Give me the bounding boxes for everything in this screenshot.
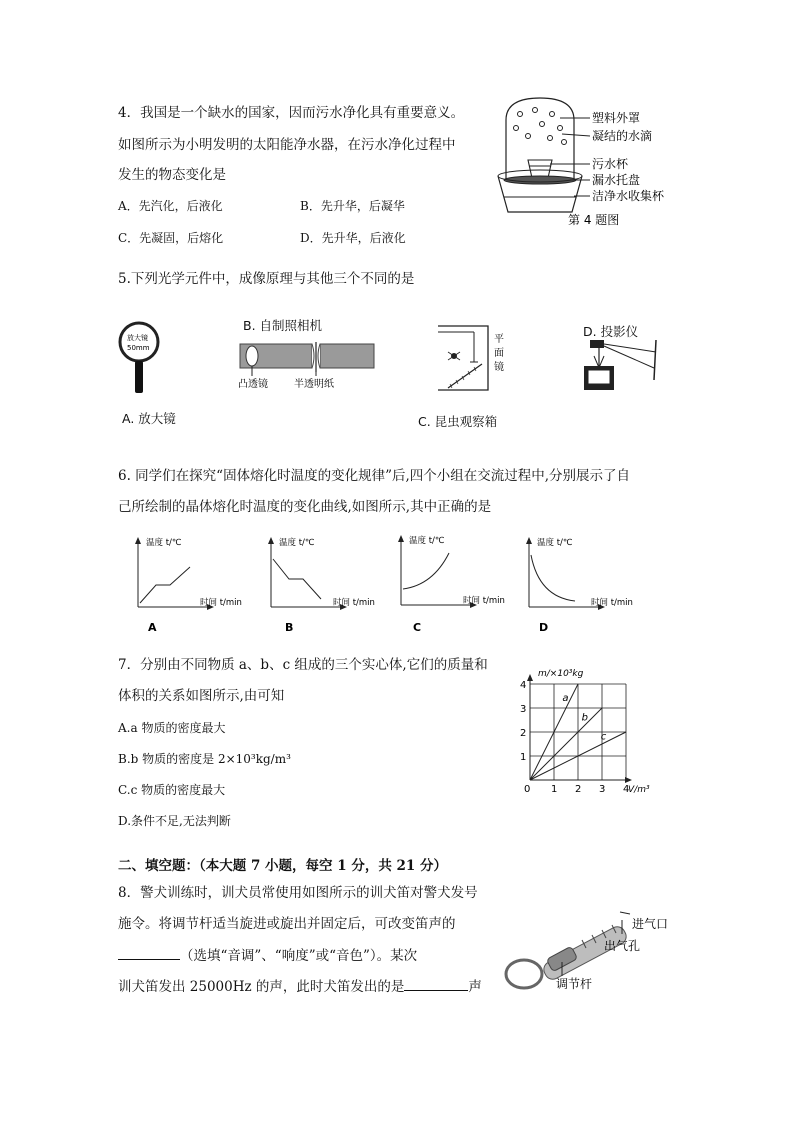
q4-label-tray: 漏水托盘 — [592, 173, 641, 187]
q6-graph-d-curve — [531, 555, 575, 601]
q6-graph-b-ylabel: 温度 t/℃ — [279, 538, 315, 548]
q5-caption-c: C. 昆虫观察箱 — [418, 414, 498, 429]
q6-graph-b-curve — [273, 559, 321, 599]
q4-figure-caption: 第 4 题图 — [568, 213, 620, 227]
q6-graph-c-curve — [403, 553, 449, 589]
q6-graph-a-ylabel: 温度 t/℃ — [146, 538, 182, 548]
q7-x-tick-label: 1 — [551, 784, 558, 795]
q6-graph-b-xlabel: 时间 t/min — [333, 598, 375, 608]
q6-graph-a — [130, 535, 255, 635]
q8-stem-line3 — [118, 947, 417, 964]
q6-graph-c-ylabel: 温度 t/℃ — [409, 536, 445, 546]
q4-option-b: B．先升华，后凝华 — [300, 199, 405, 213]
q7-y-tick-label: 4 — [520, 680, 527, 691]
q7-stem-line1: 7．分别由不同物质 a、b、c 组成的三个实心体,它们的质量和 — [118, 657, 488, 673]
q7-series-label-a: a — [562, 693, 569, 705]
q7-series-line-b — [530, 708, 602, 780]
q6-stem-line1: 6. 同学们在探究“固体熔化时温度的变化规律”后,四个小组在交流过程中,分别展示了自 — [118, 468, 631, 484]
q6-graph-d-label: D — [539, 621, 549, 634]
q5-magnifier-text: 放大镜 — [127, 334, 148, 342]
q4-figure-water-purifier — [490, 92, 670, 232]
q7-y-tick-label: 1 — [520, 752, 527, 763]
q7-x-tick-label: 2 — [575, 784, 582, 795]
q4-label-dome: 塑料外罩 — [592, 111, 641, 125]
q4-stem-line3: 发生的物态变化是 — [118, 167, 226, 183]
q6-graph-d — [521, 535, 646, 635]
q4-label-clean-cup: 洁净水收集杯 — [592, 189, 665, 203]
q6-graph-c — [393, 533, 518, 633]
q8-dog-whistle-figure — [500, 890, 680, 1010]
q7-x-tick-label: 0 — [524, 784, 531, 795]
q5-caption-a: A. 放大镜 — [122, 411, 176, 426]
q6-graph-d-ylabel: 温度 t/℃ — [537, 538, 573, 548]
q5-mirror-label-1: 平 — [494, 334, 504, 345]
q8-stem-line4 — [118, 978, 482, 995]
q5-camera-label-lens: 凸透镜 — [238, 379, 268, 390]
q4-option-c: C．先凝固，后熔化 — [118, 231, 224, 245]
q7-y-tick-label: 3 — [520, 704, 527, 715]
q7-x-tick-label: 4 — [623, 784, 630, 795]
q4-label-sewage-cup: 污水杯 — [592, 157, 629, 171]
q7-chart-xlabel: V/m³ — [628, 785, 650, 795]
q6-graph-b — [263, 535, 388, 635]
q6-graph-b-label: B — [285, 621, 294, 634]
q4-stem-line1: 4．我国是一个缺水的国家，因而污水净化具有重要意义。 — [118, 105, 465, 121]
section2-heading: 二、填空题：（本大题 7 小题，每空 1 分，共 21 分） — [118, 858, 448, 874]
q4-label-droplets: 凝结的水滴 — [592, 129, 653, 143]
q7-option-b: B.b 物质的密度是 2×10³kg/m³ — [118, 752, 291, 766]
q7-mass-volume-chart — [510, 660, 660, 800]
q7-option-d: D.条件不足,无法判断 — [118, 814, 231, 828]
q4-stem-line2: 如图所示为小明发明的太阳能净水器，在污水净化过程中 — [118, 137, 456, 153]
q8-stem-line1: 8．警犬训练时，训犬员常使用如图所示的训犬笛对警犬发号 — [118, 885, 478, 901]
q5-stem: 5.下列光学元件中，成像原理与其他三个不同的是 — [118, 271, 415, 287]
q4-option-d: D．先升华，后液化 — [300, 231, 406, 245]
q5-projector-figure — [578, 336, 668, 398]
q7-option-c: C.c 物质的密度最大 — [118, 783, 226, 797]
q7-x-tick-label: 3 — [599, 784, 606, 795]
q5-camera-figure — [238, 336, 378, 396]
q6-graph-a-label: A — [148, 621, 157, 634]
q7-y-tick-label: 2 — [520, 728, 527, 739]
q6-stem-line2: 己所绘制的晶体熔化时温度的变化曲线,如图所示,其中正确的是 — [118, 499, 492, 515]
q8-label-inlet: 进气口 — [632, 917, 669, 931]
q7-series-label-c: c — [600, 731, 607, 743]
q7-series-label-b: b — [581, 712, 588, 724]
q5-caption-d: D. 投影仪 — [583, 324, 639, 339]
q7-stem-line2: 体积的关系如图所示,由可知 — [118, 688, 285, 704]
q6-graph-a-xlabel: 时间 t/min — [200, 598, 242, 608]
q5-camera-label-paper: 半透明纸 — [294, 379, 334, 390]
q8-label-rod: 调节杆 — [556, 977, 593, 991]
q5-mirror-label-3: 镜 — [494, 362, 504, 373]
q6-graph-c-label: C — [413, 621, 422, 634]
q8-stem-line2: 施令。将调节杆适当旋进或旋出并固定后，可改变笛声的 — [118, 916, 456, 932]
q6-graph-c-xlabel: 时间 t/min — [463, 596, 505, 606]
q5-caption-b: B. 自制照相机 — [243, 318, 323, 333]
q8-line4-text: 训犬笛发出 25000Hz 的声，此时犬笛发出的是 — [118, 979, 405, 995]
q5-mirror-label-2: 面 — [494, 348, 504, 359]
q5-magnifier-text2: 50mm — [127, 344, 150, 352]
q6-graph-d-xlabel: 时间 t/min — [591, 598, 633, 608]
q8-line3-text: （选填“音调”、“响度”或“音色”）。某次 — [180, 948, 418, 964]
q5-insect-box-figure — [434, 322, 504, 394]
q5-magnifier-figure — [114, 320, 174, 400]
q6-graph-a-curve — [140, 567, 190, 603]
q8-blank-1[interactable] — [118, 947, 180, 960]
q8-blank-2[interactable] — [404, 978, 468, 991]
q4-option-a: A．先汽化，后液化 — [118, 199, 223, 213]
q8-label-outlet: 出气孔 — [604, 939, 641, 953]
q7-option-a: A.a 物质的密度最大 — [118, 721, 226, 735]
q7-chart-ylabel: m/×10³kg — [538, 669, 584, 679]
q8-line4-suffix: 声 — [468, 979, 482, 995]
